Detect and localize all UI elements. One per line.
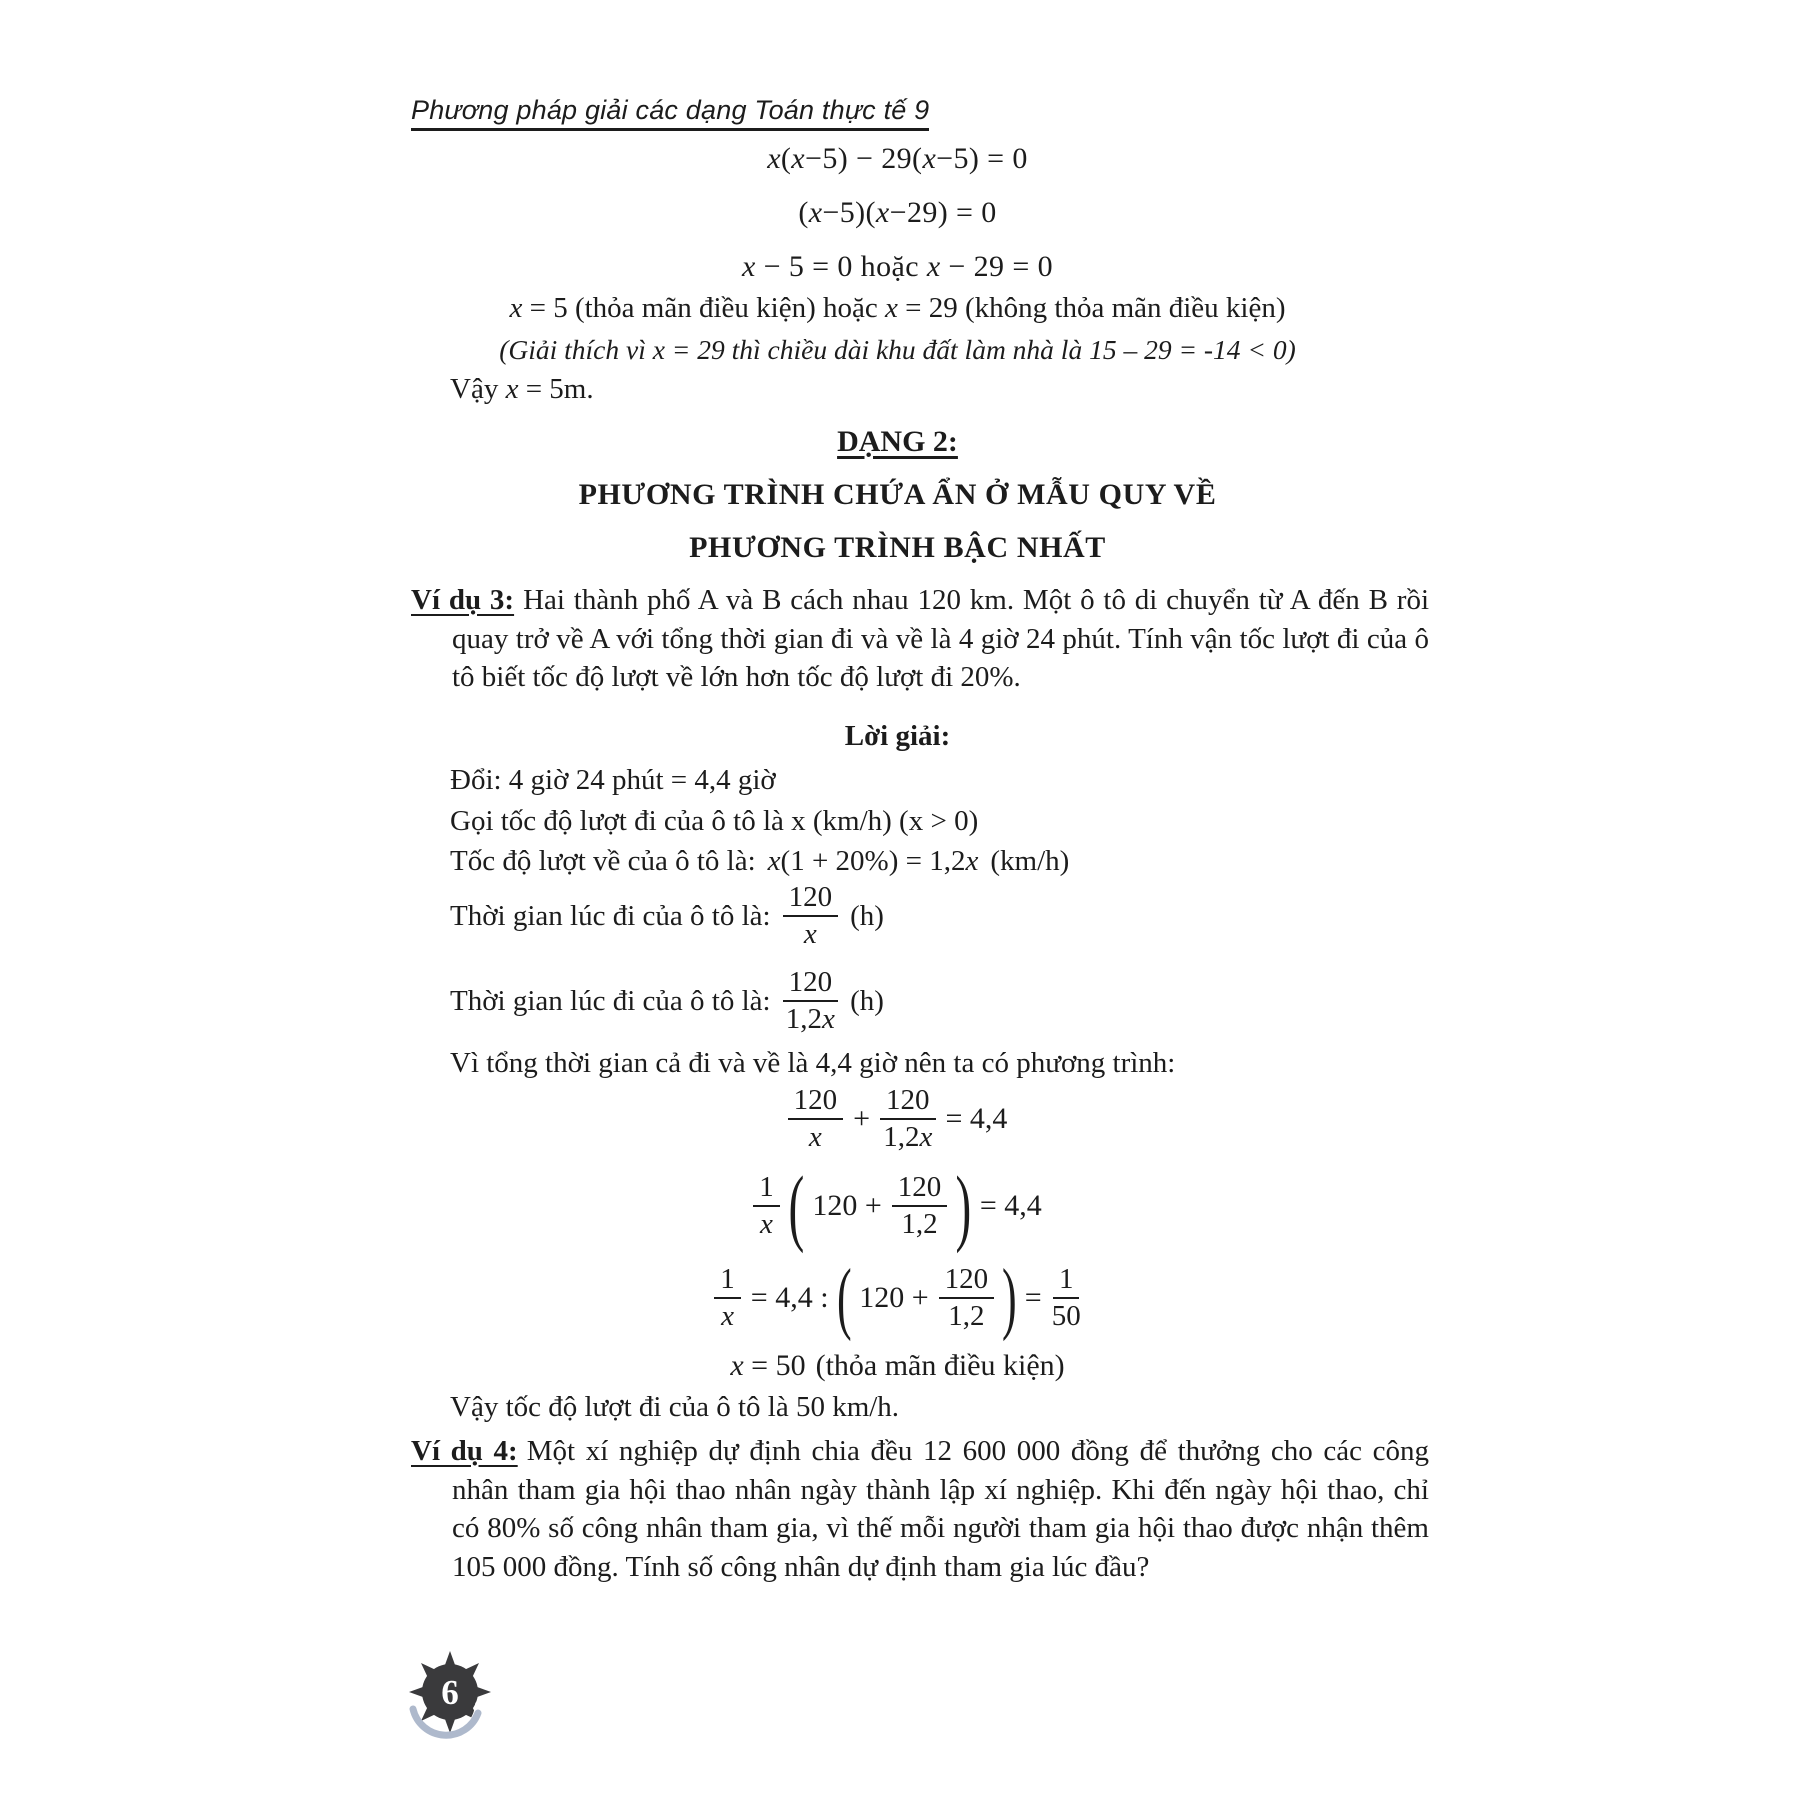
gear-icon [385,1628,525,1768]
fraction-numerator: 120 [892,1172,948,1207]
page-number: 6 [441,1673,459,1712]
fraction-120-over-1-2 [939,1264,995,1333]
equals-divide: = 4,4 : [750,1281,829,1314]
solution3-conclusion: Vậy tốc độ lượt đi của ô tô là 50 km/h. [450,1391,900,1423]
book-title: Phương pháp giải các dạng Toán thực tế 9 [411,95,929,131]
time-return-line [450,963,884,1039]
page-number-badge [385,1628,525,1773]
time-return-fraction [783,967,839,1036]
section-title-line1: PHƯƠNG TRÌNH CHỨA ẨN Ở MẪU QUY VỀ [578,478,1217,511]
return-speed-math: x(1 + 20%) = 1,2x [767,845,979,877]
equals-sign: = [1024,1281,1042,1314]
result-line [360,1349,1435,1383]
fraction-numerator: 1 [753,1172,780,1207]
solution-assume-line: Gọi tốc độ lượt đi của ô tô là x (km/h) (x > 0) [450,805,979,837]
solution-return-speed-line [450,845,1069,878]
example3-label: Ví dụ 3: [411,584,515,616]
time-go-unit: (h) [850,899,884,932]
solution-explanation-note: (Giải thích vì x = 29 thì chiều dài khu đất làm nhà là 15 – 29 = -14 < 0) [499,334,1296,365]
fraction-numerator: 120 [880,1085,936,1120]
time-return-unit: (h) [850,984,884,1017]
example3-paragraph [411,581,1429,697]
fraction-denominator: 1,2 [948,1300,985,1332]
equation-step-1: x(x−5) − 29(x−5) = 0 [767,142,1028,175]
fraction-1-over-x [714,1264,741,1333]
fraction-denominator: 1,2x [883,1121,933,1153]
solution-because-line: Vì tổng thời gian cả đi và về là 4,4 giờ nên ta có phương trình: [450,1047,1176,1079]
plus-operator: + [853,1102,870,1135]
equals-rhs: = 4,4 [979,1189,1042,1222]
result-value: x = 50 [730,1349,806,1382]
inner-term: 120 + [859,1281,929,1314]
solution-heading: Lời giải: [844,720,951,752]
fraction-denominator: x [808,1121,822,1153]
fraction-denominator: x [760,1208,773,1240]
equation-step-2: (x−5)(x−29) = 0 [798,196,997,229]
result-note: (thỏa mãn điều kiện) [815,1349,1065,1382]
example4-paragraph [411,1432,1429,1586]
fraction-1-over-x [753,1172,780,1241]
example4-text: Một xí nghiệp dự định chia đều 12 600 000 đồng để thưởng cho các công nhân tham gia hội thao nhân ngày thành lập xí nghiệp. Khi đến ngày hội thao, chỉ có 80% số công nhân tham gia, vì thế mỗi người tham gia hội thao được nhận thêm 105 000 đồng. Tính số công nhân dự định tham gia lúc đầu? [452,1435,1429,1583]
solution-conclusion: Vậy x = 5m. [450,373,594,405]
fraction-120-over-1-2 [892,1172,948,1241]
fraction-denominator: x [803,918,817,950]
fraction-denominator: 1,2x [785,1003,835,1035]
return-speed-label: Tốc độ lượt về của ô tô là: [450,845,756,877]
inner-term: 120 + [812,1189,882,1222]
time-go-label: Thời gian lúc đi của ô tô là: [450,899,771,932]
fraction-numerator: 120 [783,882,839,917]
fraction-denominator: 1,2 [901,1208,938,1240]
fraction-denominator: x [721,1300,734,1332]
fraction-numerator: 120 [939,1264,995,1299]
equation-sum [360,1082,1435,1156]
example4-label: Ví dụ 4: [411,1435,518,1467]
equation-solved: $\frac{1}{x}$ = 4,4 : ( 120 + $\frac{120}{1,2}$ ) = $\frac{1}{50}$ [360,1251,1435,1345]
fraction-numerator: 1 [1053,1264,1080,1299]
fraction-120-over-1-2x [880,1085,936,1154]
example3-text: Hai thành phố A và B cách nhau 120 km. Một ô tô di chuyển từ A đến B rồi quay trở về A với tổng thời gian đi và về là 4 giờ 24 phút. Tính vận tốc lượt đi của ô tô biết tốc độ lượt về lớn hơn tốc độ lượt đi 20%. [452,584,1429,693]
return-speed-unit: (km/h) [990,845,1070,877]
fraction-1-over-50 [1052,1264,1081,1333]
running-header [411,95,929,126]
fraction-denominator: 50 [1051,1300,1081,1332]
solution-cases-line: x = 5 (thỏa mãn điều kiện) hoặc x = 29 (không thỏa mãn điều kiện) [509,292,1286,324]
section-title-line2: PHƯƠNG TRÌNH BẬC NHẤT [689,531,1106,564]
equation-step-3: x − 5 = 0 hoặc x − 29 = 0 [742,250,1053,283]
equation-factored: $\frac{1}{x}$ ( 120 + $\frac{120}{1,2}$ ) = 4,4 [360,1159,1435,1253]
time-return-label: Thời gian lúc đi của ô tô là: [450,984,771,1017]
solution-convert-line: Đổi: 4 giờ 24 phút = 4,4 giờ [450,764,776,796]
fraction-numerator: 120 [788,1085,844,1120]
time-go-line [450,878,884,954]
time-go-fraction [783,882,839,951]
equals-rhs: = 4,4 [945,1102,1008,1135]
fraction-numerator: 120 [783,967,839,1002]
fraction-120-over-x [788,1085,844,1154]
section-kicker: DẠNG 2: [837,425,958,458]
fraction-numerator: 1 [714,1264,741,1299]
